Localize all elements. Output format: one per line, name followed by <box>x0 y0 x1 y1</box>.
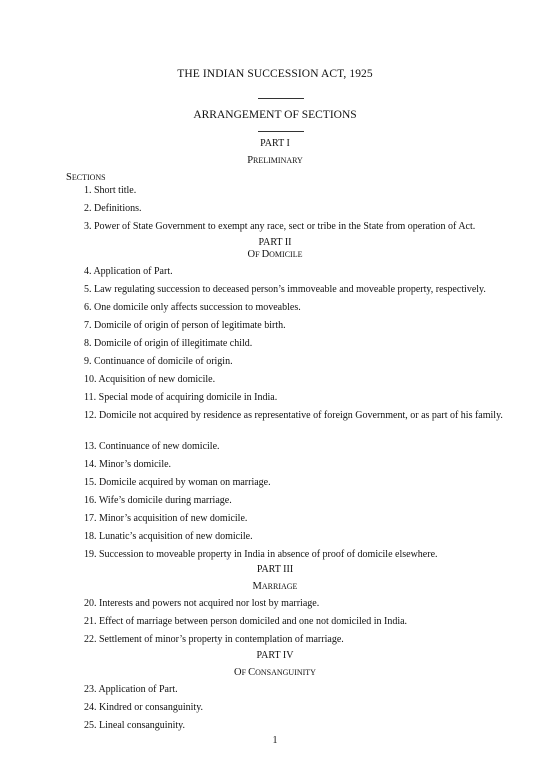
section-entry: 1. Short title. <box>84 185 137 196</box>
section-entry: 7. Domicile of origin of person of legitimate birth. <box>84 320 286 331</box>
arrangement-heading: ARRANGEMENT OF SECTIONS <box>193 109 357 121</box>
section-entry: 17. Minor’s acquisition of new domicile. <box>84 513 248 524</box>
section-entry: 16. Wife’s domicile during marriage. <box>84 495 232 506</box>
section-entry: 14. Minor’s domicile. <box>84 459 172 470</box>
part-subheading: PRELIMINARY <box>247 155 303 166</box>
part-subheading: OF DOMICILE <box>247 249 303 260</box>
section-entry: 2. Definitions. <box>84 203 142 214</box>
section-entry: 6. One domicile only affects succession to moveables. <box>84 302 301 313</box>
divider-rule <box>258 98 304 99</box>
section-entry: 11. Special mode of acquiring domicile in India. <box>84 392 278 403</box>
section-entry: 19. Succession to moveable property in India in absence of proof of domicile elsewhere. <box>84 549 438 560</box>
section-entry: 25. Lineal consanguinity. <box>84 720 185 731</box>
section-entry: 4. Application of Part. <box>84 266 173 277</box>
section-entry: 21. Effect of marriage between person domiciled and one not domiciled in India. <box>84 616 408 627</box>
section-entry: 12. Domicile not acquired by residence as representative of foreign Government, or as part of his family. <box>84 410 503 421</box>
section-entry: 5. Law regulating succession to deceased person’s immoveable and moveable property, respectively. <box>84 284 486 295</box>
section-entry: 3. Power of State Government to exempt any race, sect or tribe in the State from operation of Act. <box>84 221 476 232</box>
divider-rule <box>258 131 304 132</box>
section-entry: 23. Application of Part. <box>84 684 178 695</box>
section-entry: 15. Domicile acquired by woman on marriage. <box>84 477 271 488</box>
part-subheading: OF CONSANGUINITY <box>234 667 316 678</box>
section-entry: 10. Acquisition of new domicile. <box>84 374 216 385</box>
section-entry: 13. Continuance of new domicile. <box>84 441 220 452</box>
section-entry: 22. Settlement of minor’s property in contemplation of marriage. <box>84 634 344 645</box>
section-entry: 24. Kindred or consanguinity. <box>84 702 204 713</box>
section-entry: 18. Lunatic’s acquisition of new domicile. <box>84 531 253 542</box>
part-heading: PART II <box>258 237 292 248</box>
section-entry: 20. Interests and powers not acquired nor lost by marriage. <box>84 598 320 609</box>
page-number: 1 <box>272 735 278 746</box>
section-entry: 8. Domicile of origin of illegitimate child. <box>84 338 253 349</box>
part-subheading: MARRIAGE <box>252 581 298 592</box>
part-heading: PART IV <box>256 650 294 661</box>
part-heading: PART III <box>256 564 294 575</box>
sections-label: SECTIONS <box>66 172 106 183</box>
act-title: THE INDIAN SUCCESSION ACT, 1925 <box>177 68 373 80</box>
part-heading: PART I <box>260 138 290 149</box>
section-entry: 9. Continuance of domicile of origin. <box>84 356 233 367</box>
